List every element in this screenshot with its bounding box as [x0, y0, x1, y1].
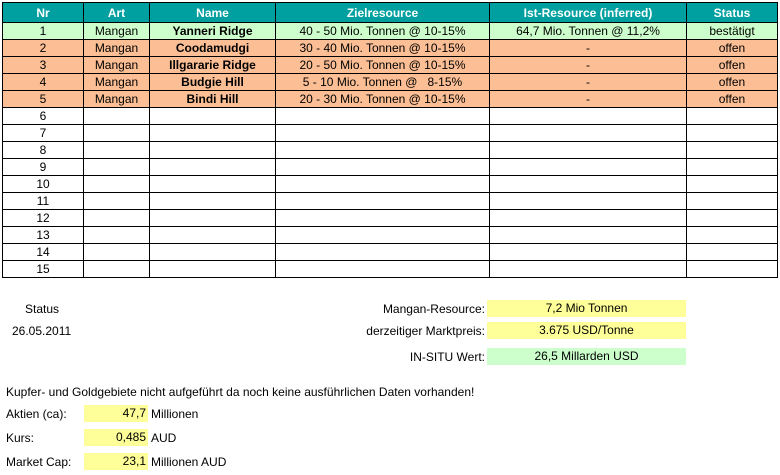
cell-name[interactable]: Budgie Hill	[150, 74, 276, 91]
table-row	[3, 261, 778, 278]
cell-empty[interactable]	[84, 244, 150, 261]
cell-empty[interactable]	[490, 210, 687, 227]
price-value[interactable]: 3.675 USD/Tonne	[487, 322, 686, 339]
cell-status[interactable]: offen	[687, 91, 778, 108]
shares-value[interactable]: 47,7	[84, 405, 148, 422]
cell-nr[interactable]: 8	[3, 142, 84, 159]
table-row	[3, 227, 778, 244]
cell-ziel[interactable]: 5 - 10 Mio. Tonnen @ 8-15%	[276, 74, 490, 91]
cell-empty[interactable]	[490, 227, 687, 244]
cell-empty[interactable]	[84, 159, 150, 176]
table-row	[3, 108, 778, 125]
cell-empty[interactable]	[276, 142, 490, 159]
cell-nr[interactable]: 2	[3, 40, 84, 57]
cell-empty[interactable]	[687, 176, 778, 193]
cell-nr[interactable]: 12	[3, 210, 84, 227]
cell-name[interactable]: Illgararie Ridge	[150, 57, 276, 74]
cell-empty[interactable]	[490, 125, 687, 142]
cell-nr[interactable]: 6	[3, 108, 84, 125]
cell-nr[interactable]: 14	[3, 244, 84, 261]
cell-empty[interactable]	[84, 227, 150, 244]
cell-nr[interactable]: 1	[3, 23, 84, 40]
cell-empty[interactable]	[276, 193, 490, 210]
cell-empty[interactable]	[687, 244, 778, 261]
cell-empty[interactable]	[150, 142, 276, 159]
cell-art[interactable]: Mangan	[84, 91, 150, 108]
cell-empty[interactable]	[84, 210, 150, 227]
cell-empty[interactable]	[490, 176, 687, 193]
cell-nr[interactable]: 5	[3, 91, 84, 108]
cell-empty[interactable]	[687, 227, 778, 244]
cell-empty[interactable]	[84, 125, 150, 142]
cell-empty[interactable]	[687, 159, 778, 176]
cell-empty[interactable]	[276, 227, 490, 244]
shares-unit: Millionen	[151, 407, 199, 421]
cell-empty[interactable]	[687, 261, 778, 278]
cell-ist[interactable]: 64,7 Mio. Tonnen @ 11,2%	[490, 23, 687, 40]
table-row	[3, 125, 778, 142]
table-row	[3, 176, 778, 193]
cell-art[interactable]: Mangan	[84, 57, 150, 74]
insitu-value[interactable]: 26,5 Millarden USD	[487, 348, 686, 365]
shares-label: Aktien (ca):	[6, 407, 67, 421]
price-label: derzeitiger Marktpreis:	[366, 324, 485, 338]
header-ist-resource: Ist-Resource (inferred)	[490, 3, 687, 23]
cell-ziel[interactable]: 30 - 40 Mio. Tonnen @ 10-15%	[276, 40, 490, 57]
cell-art[interactable]: Mangan	[84, 23, 150, 40]
table-row	[3, 57, 778, 74]
cell-empty[interactable]	[687, 125, 778, 142]
cell-empty[interactable]	[687, 108, 778, 125]
header-zielresource: Zielresource	[276, 3, 490, 23]
cell-status[interactable]: bestätigt	[687, 23, 778, 40]
cell-nr[interactable]: 11	[3, 193, 84, 210]
cell-nr[interactable]: 13	[3, 227, 84, 244]
cell-empty[interactable]	[84, 176, 150, 193]
cell-ist[interactable]: -	[490, 57, 687, 74]
cell-nr[interactable]: 9	[3, 159, 84, 176]
cell-empty[interactable]	[687, 210, 778, 227]
table-row	[3, 244, 778, 261]
cell-status[interactable]: offen	[687, 57, 778, 74]
cell-nr[interactable]: 3	[3, 57, 84, 74]
cell-empty[interactable]	[490, 159, 687, 176]
header-name: Name	[150, 3, 276, 23]
table-row	[3, 142, 778, 159]
table-row	[3, 40, 778, 57]
cell-ziel[interactable]: 20 - 30 Mio. Tonnen @ 10-15%	[276, 91, 490, 108]
cell-empty[interactable]	[490, 261, 687, 278]
cell-status[interactable]: offen	[687, 40, 778, 57]
header-nr: Nr	[3, 3, 84, 23]
status-label: Status	[25, 302, 60, 316]
cell-ziel[interactable]: 40 - 50 Mio. Tonnen @ 10-15%	[276, 23, 490, 40]
cap-unit: Millionen AUD	[151, 455, 227, 469]
resource-value[interactable]: 7,2 Mio Tonnen	[487, 300, 686, 317]
table-row	[3, 91, 778, 108]
cell-empty[interactable]	[276, 108, 490, 125]
cell-status[interactable]: offen	[687, 74, 778, 91]
cell-empty[interactable]	[687, 142, 778, 159]
cell-name[interactable]: Coodamudgi	[150, 40, 276, 57]
cell-nr[interactable]: 4	[3, 74, 84, 91]
cell-empty[interactable]	[150, 244, 276, 261]
cell-name[interactable]: Bindi Hill	[150, 91, 276, 108]
header-status: Status	[687, 3, 778, 23]
cell-ist[interactable]: -	[490, 74, 687, 91]
cell-empty[interactable]	[490, 244, 687, 261]
note-text: Kupfer- und Goldgebiete nicht aufgeführt da noch keine ausführlichen Daten vorhanden!	[6, 385, 475, 399]
cell-empty[interactable]	[150, 108, 276, 125]
cell-name[interactable]: Yanneri Ridge	[150, 23, 276, 40]
price-unit-stock: AUD	[151, 431, 177, 445]
table-row	[3, 210, 778, 227]
table-row	[3, 74, 778, 91]
cell-empty[interactable]	[276, 125, 490, 142]
table-row	[3, 193, 778, 210]
status-date[interactable]: 26.05.2011	[12, 324, 72, 338]
price-label-stock: Kurs:	[6, 431, 35, 445]
cell-ist[interactable]: -	[490, 40, 687, 57]
cell-empty[interactable]	[490, 108, 687, 125]
cell-empty[interactable]	[84, 261, 150, 278]
cell-empty[interactable]	[84, 108, 150, 125]
cell-empty[interactable]	[490, 193, 687, 210]
cell-empty[interactable]	[84, 142, 150, 159]
cell-empty[interactable]	[150, 159, 276, 176]
cell-empty[interactable]	[84, 193, 150, 210]
cell-nr[interactable]: 7	[3, 125, 84, 142]
cell-empty[interactable]	[150, 176, 276, 193]
cell-empty[interactable]	[150, 227, 276, 244]
cell-empty[interactable]	[150, 261, 276, 278]
cap-label: Market Cap:	[6, 455, 72, 469]
cell-ist[interactable]: -	[490, 91, 687, 108]
cell-art[interactable]: Mangan	[84, 74, 150, 91]
price-value-stock[interactable]: 0,485	[84, 429, 148, 446]
cell-empty[interactable]	[276, 261, 490, 278]
table-row	[3, 159, 778, 176]
cell-empty[interactable]	[150, 210, 276, 227]
insitu-label: IN-SITU Wert:	[409, 350, 485, 364]
cell-empty[interactable]	[150, 125, 276, 142]
cell-nr[interactable]: 15	[3, 261, 84, 278]
cell-empty[interactable]	[150, 193, 276, 210]
table-header-row	[3, 3, 778, 23]
resource-table	[2, 2, 778, 278]
cap-value[interactable]: 23,1	[84, 453, 148, 470]
cell-nr[interactable]: 10	[3, 176, 84, 193]
header-art: Art	[84, 3, 150, 23]
cell-empty[interactable]	[276, 159, 490, 176]
cell-ziel[interactable]: 20 - 50 Mio. Tonnen @ 10-15%	[276, 57, 490, 74]
cell-empty[interactable]	[276, 176, 490, 193]
cell-empty[interactable]	[490, 142, 687, 159]
table-row	[3, 23, 778, 40]
cell-empty[interactable]	[276, 210, 490, 227]
cell-art[interactable]: Mangan	[84, 40, 150, 57]
cell-empty[interactable]	[276, 244, 490, 261]
cell-empty[interactable]	[687, 193, 778, 210]
resource-label: Mangan-Resource:	[382, 302, 485, 316]
